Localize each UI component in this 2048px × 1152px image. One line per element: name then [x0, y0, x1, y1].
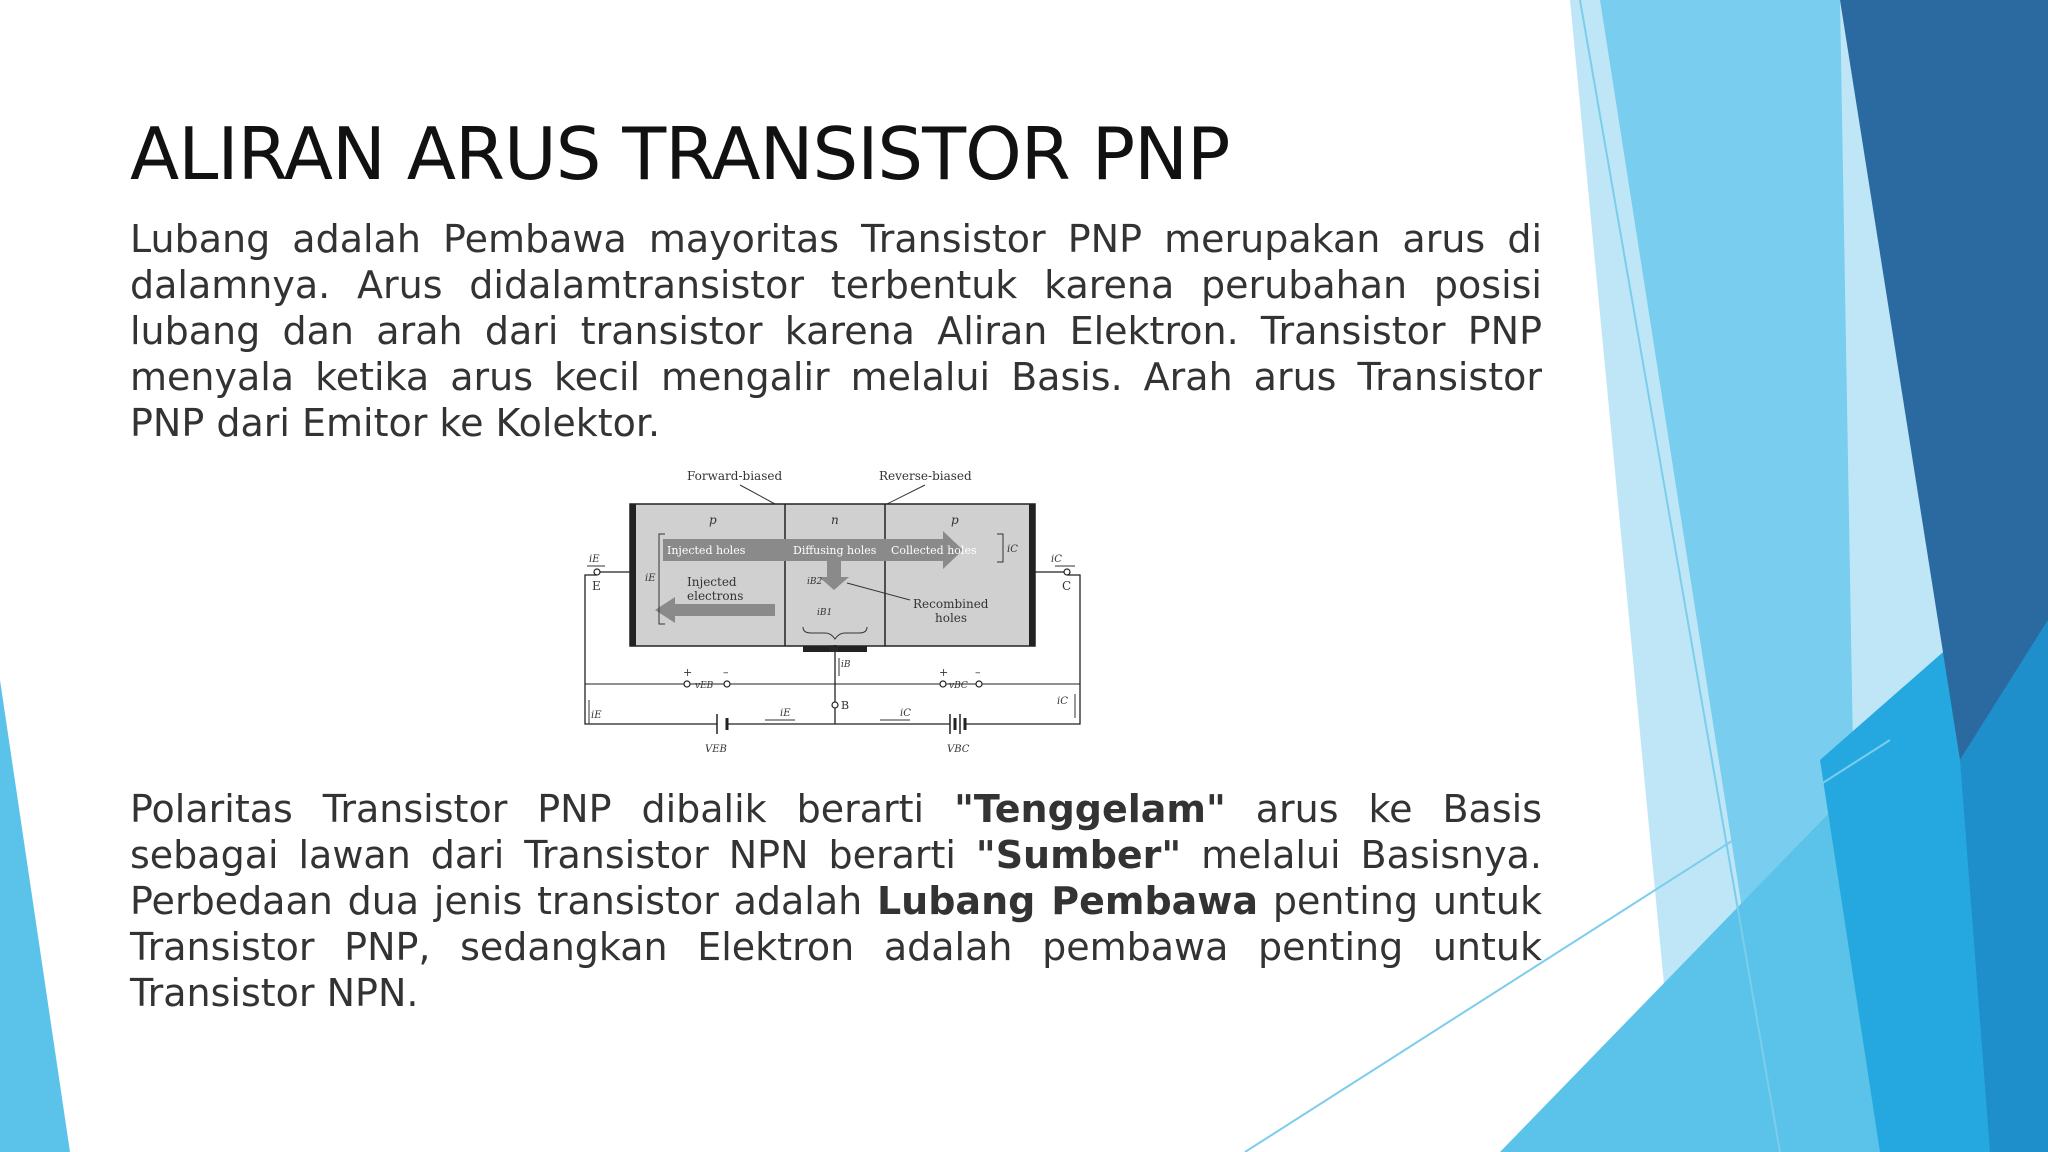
p2-text-2: arus ke Basis sebagai lawan dari Transistor NPN berarti [130, 787, 1542, 877]
emitter-contact [630, 504, 636, 646]
vbc-plus: + [939, 666, 949, 679]
ie-loop-label: iE [780, 708, 791, 719]
diffusing-holes-label: Diffusing holes [793, 544, 877, 557]
ib-lead-label: iB [841, 660, 851, 670]
slide-title: ALIRAN ARUS TRANSISTOR PNP [130, 112, 1230, 196]
ic-terminal-label: iC [1051, 554, 1062, 565]
paragraph-polarity [130, 786, 1542, 1016]
vbc-plus-terminal [940, 681, 946, 687]
collector-contact [1029, 504, 1035, 646]
region-emitter-label: p [709, 513, 717, 527]
label-reverse-biased: Reverse-biased [879, 469, 972, 483]
injected-electrons-line2: electrons [687, 589, 744, 603]
p2-bold-lubang-pembawa: Lubang Pembawa [876, 879, 1259, 923]
veb-plus: + [683, 666, 693, 679]
source-vbc-label: VBC [947, 744, 970, 755]
source-veb-label: VEB [705, 744, 727, 755]
collector-terminal [1064, 569, 1070, 575]
vbc-minus-terminal [976, 681, 982, 687]
veb-label: vEB [695, 681, 714, 691]
p2-text-4: penting untuk Transistor PNP, sedangkan Elektron adalah pembawa penting untuk Transistor NPN. [130, 879, 1542, 1015]
ic-inner-label: iC [1007, 544, 1018, 555]
veb-minus-terminal [724, 681, 730, 687]
ic-right-label: iC [1057, 696, 1068, 707]
emitter-terminal [594, 569, 600, 575]
ie-inner-label: iE [645, 573, 656, 584]
paragraph-intro: Lubang adalah Pembawa mayoritas Transistor PNP merupakan arus di dalamnya. Arus didalamtransistor terbentuk karena perubahan posisi lubang dan arah dari transistor karena Aliran Elektron. Transistor PNP menyala ketika arus kecil mengalir melalui Basis. Arah arus Transistor PNP dari Emitor ke Kolektor. [130, 217, 1542, 445]
label-forward-biased: Forward-biased [687, 469, 783, 483]
p2-text-1: Polaritas Transistor PNP dibalik berarti [130, 787, 955, 831]
pointer-reverse [887, 485, 925, 504]
base-terminal [832, 702, 838, 708]
region-base-label: n [831, 513, 839, 527]
recombined-holes-line1: Recombined [913, 597, 989, 611]
injected-holes-label: Injected holes [667, 544, 746, 557]
terminal-e-label: E [592, 579, 601, 593]
veb-plus-terminal [684, 681, 690, 687]
left-accent-shape [0, 680, 70, 1152]
pointer-forward [740, 485, 775, 504]
ib-brace-label: iB [829, 645, 839, 655]
pnp-current-flow-diagram [575, 462, 1095, 762]
collected-holes-label: Collected holes [891, 544, 977, 557]
vbc-minus: – [975, 666, 981, 679]
vbc-label: vBC [949, 681, 968, 691]
ib2-label: iB2 [807, 577, 823, 587]
p2-bold-tenggelam: "Tenggelam" [954, 787, 1226, 831]
region-collector-label: p [951, 513, 959, 527]
p2-text-3: melalui Basisnya. Perbedaan dua jenis transistor adalah [130, 833, 1542, 923]
injected-electrons-line1: Injected [687, 575, 737, 589]
terminal-c-label: C [1062, 579, 1072, 593]
recombined-holes-line2: holes [935, 611, 968, 625]
ic-loop-label: iC [900, 708, 911, 719]
ie-terminal-label: iE [589, 554, 600, 565]
p2-bold-sumber: "Sumber" [975, 833, 1182, 877]
veb-minus: – [723, 666, 729, 679]
ib1-label: iB1 [817, 608, 833, 618]
terminal-b-label: B [841, 699, 850, 712]
ie-left-label: iE [591, 710, 602, 721]
